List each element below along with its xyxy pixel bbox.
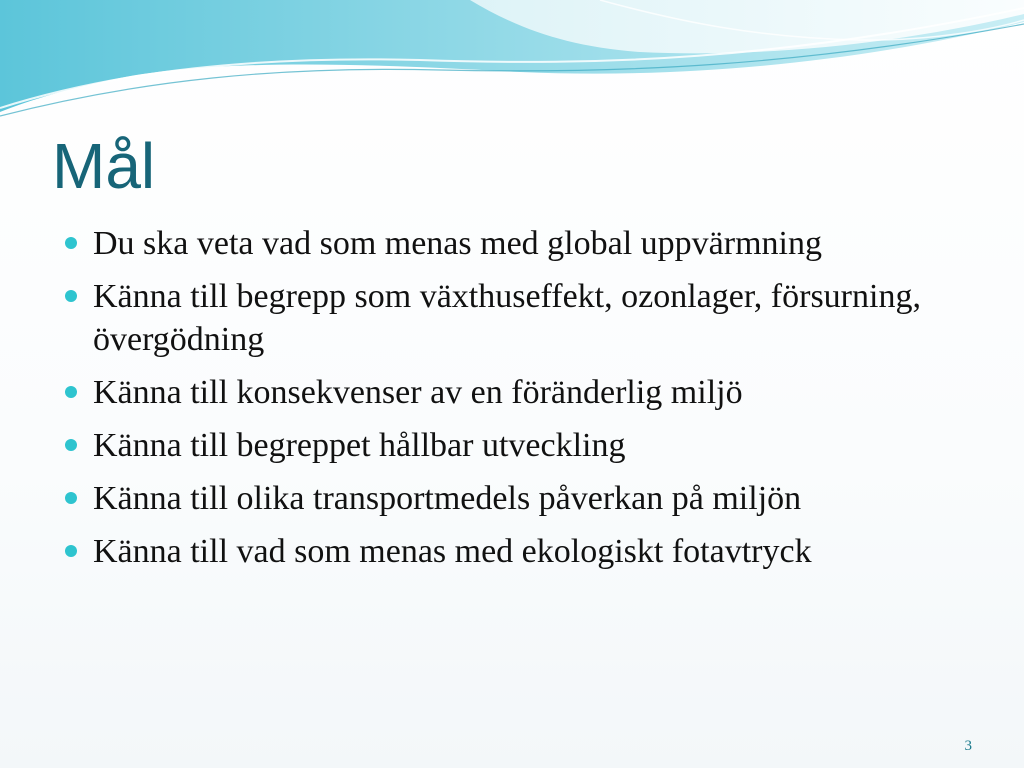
bullet-item xyxy=(64,222,964,265)
header-wave-decoration xyxy=(0,0,1024,130)
bullet-item xyxy=(64,530,964,573)
bullet-item xyxy=(64,275,964,361)
bullet-text: Känna till olika transportmedels påverkan på miljön xyxy=(93,480,802,517)
bullet-text: Känna till begreppet hållbar utveckling xyxy=(93,427,626,464)
bullet-item xyxy=(64,477,964,520)
bullet-dot-icon xyxy=(65,545,77,557)
bullet-dot-icon xyxy=(65,290,77,302)
bullet-dot-icon xyxy=(65,237,77,249)
bullet-dot-icon xyxy=(65,386,77,398)
bullet-text: Känna till konsekvenser av en föränderlig miljö xyxy=(93,374,743,411)
bullet-item xyxy=(64,424,964,467)
bullet-dot-icon xyxy=(65,492,77,504)
bullet-text: Känna till begrepp som växthuseffekt, ozonlager, försurning, övergödning xyxy=(93,278,921,358)
bullet-text: Du ska veta vad som menas med global uppvärmning xyxy=(93,225,822,262)
bullet-item xyxy=(64,371,964,414)
bullet-list xyxy=(64,222,964,583)
slide-number: 3 xyxy=(964,738,972,754)
bullet-text: Känna till vad som menas med ekologiskt fotavtryck xyxy=(93,533,812,570)
bullet-dot-icon xyxy=(65,439,77,451)
slide-title: Mål xyxy=(52,130,156,202)
